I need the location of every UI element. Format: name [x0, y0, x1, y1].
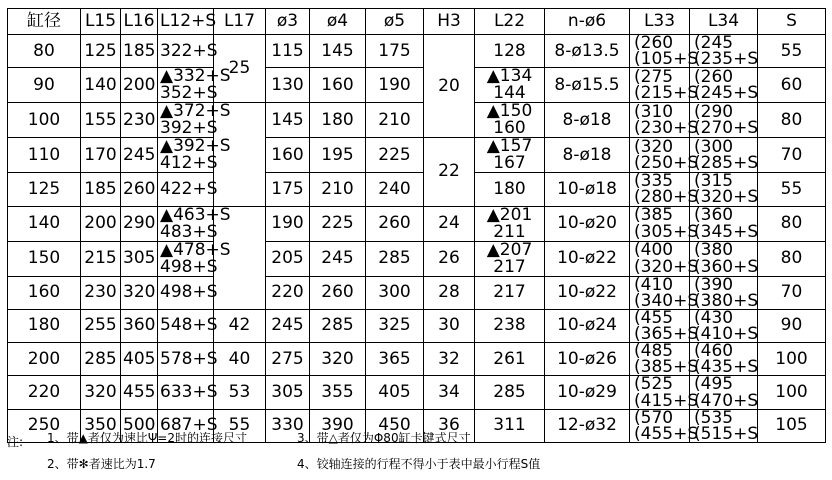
- cell-l33-top: (260: [634, 33, 674, 53]
- cell-l34-top: (245: [694, 33, 734, 53]
- header-s: S: [758, 9, 826, 35]
- cell-s: 70: [758, 276, 826, 309]
- cell-d3: 115: [266, 35, 310, 68]
- cell-d4: 355: [310, 376, 366, 409]
- cell-l34-top: (300: [694, 137, 734, 158]
- cell-l33-bottom: (305+S: [634, 221, 699, 242]
- cell-l22: 128: [475, 35, 545, 68]
- cell-h3: 32: [424, 343, 475, 376]
- cell-d4: 160: [310, 68, 366, 103]
- table-body: [8, 35, 826, 443]
- cell-l33: [630, 274, 699, 311]
- cell-l33-top: (410: [634, 274, 674, 295]
- cell-h3: 30: [424, 309, 475, 342]
- header-d3: ø3: [266, 9, 310, 35]
- cell-l15: 170: [81, 138, 121, 173]
- cell-l34: [690, 241, 758, 276]
- cell-l34-top: (260: [694, 67, 734, 88]
- cell-l16: 290: [121, 206, 158, 241]
- note-3: 3、带△者仅为Φ80缸卡键式尺寸: [297, 431, 471, 445]
- cell-l22: ▲157 167: [475, 138, 545, 173]
- cell-s: 80: [758, 206, 826, 241]
- cell-d3: 130: [266, 68, 310, 103]
- cell-l12s: 498+S: [158, 276, 214, 309]
- cell-l33-bottom: (280+S: [634, 187, 699, 208]
- cell-s: 55: [758, 35, 826, 68]
- cell-l12s: ▲372+S 392+S: [158, 103, 214, 138]
- cell-l34: [690, 173, 758, 206]
- cell-l15: 185: [81, 173, 121, 206]
- table-row: [8, 276, 826, 309]
- cell-l33-bottom: (105+S: [634, 49, 699, 70]
- cell-s: 100: [758, 343, 826, 376]
- cell-l34-bottom: (360+S: [694, 256, 759, 277]
- cell-l17: 42: [214, 309, 266, 342]
- cell-d3: 305: [266, 376, 310, 409]
- cell-d3: 205: [266, 241, 310, 276]
- cell-n6: 12-ø32: [545, 409, 630, 442]
- cell-l34-top: (430: [694, 307, 734, 328]
- cell-l22: ▲207 217: [475, 241, 545, 276]
- cell-l33: [630, 137, 699, 174]
- cell-l33-top: (320: [634, 137, 674, 158]
- table-row: [8, 173, 826, 206]
- cell-bore: 80: [8, 35, 81, 68]
- table-row: [8, 68, 826, 103]
- cell-l34-bottom: (320+S: [694, 187, 759, 208]
- cell-l33: [630, 307, 699, 344]
- cell-h3: 20: [424, 35, 475, 138]
- cell-d5: 260: [366, 206, 424, 241]
- cell-bore: 150: [8, 241, 81, 276]
- cell-bore: 220: [8, 376, 81, 409]
- cell-d4: 225: [310, 206, 366, 241]
- cell-l22: 311: [475, 409, 545, 442]
- cell-l22: ▲201 211: [475, 206, 545, 241]
- cell-l34-top: (535: [694, 407, 734, 428]
- cell-l33: [630, 374, 699, 411]
- cell-bore: 160: [8, 276, 81, 309]
- cell-d3: 330: [266, 409, 310, 442]
- cell-n6: 10-ø29: [545, 376, 630, 409]
- header-l16: L16: [121, 9, 158, 35]
- cell-l16: 360: [121, 309, 158, 342]
- cell-l33: [630, 240, 699, 277]
- cell-bore: 140: [8, 206, 81, 241]
- cell-l33-bottom: (340+S: [634, 290, 699, 311]
- cell-d5: 405: [366, 376, 424, 409]
- note-2: 2、带✻者速比为1.7: [47, 457, 156, 471]
- header-l34: L34: [690, 9, 758, 35]
- cell-l12s: 633+S: [158, 376, 214, 409]
- cell-l15: 350: [81, 409, 121, 442]
- header-l33: L33: [630, 9, 690, 35]
- table-row: [8, 343, 826, 376]
- cell-l12s: ▲332+S 352+S: [158, 68, 214, 103]
- cell-l34: [690, 206, 758, 241]
- cell-n6: 10-ø22: [545, 241, 630, 276]
- cell-l22: 180: [475, 173, 545, 206]
- cell-d3: 175: [266, 173, 310, 206]
- cell-d4: 245: [310, 241, 366, 276]
- cell-bore: 125: [8, 173, 81, 206]
- note-4: 4、铰轴连接的行程不得小于表中最小行程S值: [297, 457, 541, 471]
- cell-d5: 225: [366, 138, 424, 173]
- header-l12s: L12+S: [158, 9, 214, 35]
- cell-l33: [630, 341, 699, 378]
- cell-n6: 8-ø15.5: [545, 68, 630, 103]
- table-row: [8, 241, 826, 276]
- cell-l16: 500: [121, 409, 158, 442]
- cell-d4: 180: [310, 103, 366, 138]
- cell-l15: 200: [81, 206, 121, 241]
- cell-l34-bottom: (235+S: [694, 49, 759, 70]
- dimension-table-sheet: [7, 8, 825, 471]
- cell-d5: 365: [366, 343, 424, 376]
- cell-l16: 200: [121, 68, 158, 103]
- cell-l34-bottom: (245+S: [694, 83, 759, 104]
- cell-l22: ▲150 160: [475, 103, 545, 138]
- cell-l15: 155: [81, 103, 121, 138]
- cell-l17: 40: [214, 343, 266, 376]
- cell-l34: [690, 343, 758, 376]
- cell-l34-top: (360: [694, 205, 734, 226]
- cell-l34-top: (495: [694, 374, 734, 395]
- cell-l15: 320: [81, 376, 121, 409]
- cell-d4: 390: [310, 409, 366, 442]
- cell-l33-top: (400: [634, 240, 674, 261]
- cell-l16: 245: [121, 138, 158, 173]
- cell-n6: 8-ø18: [545, 103, 630, 138]
- cell-d5: 325: [366, 309, 424, 342]
- cell-l33-top: (275: [634, 67, 674, 88]
- table-row: [8, 376, 826, 409]
- cell-l22: 217: [475, 276, 545, 309]
- cell-l33-bottom: (250+S: [634, 153, 699, 174]
- cell-l22: ▲134 144: [475, 68, 545, 103]
- cell-l33-bottom: (415+S: [634, 390, 699, 411]
- cell-n6: 10-ø26: [545, 343, 630, 376]
- cell-l33-bottom: (385+S: [634, 357, 699, 378]
- cell-h3: 36: [424, 409, 475, 442]
- cell-l16: 230: [121, 103, 158, 138]
- table-header-row: [8, 9, 826, 35]
- header-l22: L22: [475, 9, 545, 35]
- cell-bore: 200: [8, 343, 81, 376]
- cell-l12s: ▲463+S 483+S: [158, 206, 214, 241]
- cell-bore: 100: [8, 103, 81, 138]
- cell-l34-top: (460: [694, 341, 734, 362]
- cell-h3: 28: [424, 276, 475, 309]
- cell-l12s: ▲392+S 412+S: [158, 138, 214, 173]
- cell-d5: 240: [366, 173, 424, 206]
- cell-l22: 285: [475, 376, 545, 409]
- cell-l34: [690, 376, 758, 409]
- cell-l34-top: (390: [694, 274, 734, 295]
- cell-l34: [690, 138, 758, 173]
- table-row: [8, 309, 826, 342]
- cell-h3: 22: [424, 138, 475, 206]
- cell-l33: [630, 171, 699, 208]
- cell-bore: 180: [8, 309, 81, 342]
- header-l17: L17: [214, 9, 266, 35]
- cell-l33-top: (525: [634, 374, 674, 395]
- cell-l33-top: (385: [634, 205, 674, 226]
- cell-l34-bottom: (515+S: [694, 423, 759, 444]
- cell-l15: 125: [81, 35, 121, 68]
- cell-l33: [630, 407, 699, 444]
- cell-l15: 215: [81, 241, 121, 276]
- cell-l33-top: (310: [634, 102, 674, 123]
- cell-s: 90: [758, 309, 826, 342]
- cell-l17: 25: [214, 35, 266, 103]
- cell-l16: 455: [121, 376, 158, 409]
- cell-n6: 8-ø13.5: [545, 35, 630, 68]
- cell-l15: 230: [81, 276, 121, 309]
- cell-l15: 140: [81, 68, 121, 103]
- cell-n6: 10-ø22: [545, 276, 630, 309]
- cell-l15: 255: [81, 309, 121, 342]
- cell-d5: 210: [366, 103, 424, 138]
- cell-l12s: 578+S: [158, 343, 214, 376]
- cell-h3: 24: [424, 206, 475, 241]
- cell-l34-bottom: (380+S: [694, 290, 759, 311]
- cell-d5: 175: [366, 35, 424, 68]
- cell-l17: 53: [214, 376, 266, 409]
- cell-d4: 285: [310, 309, 366, 342]
- cell-l12s: ▲478+S 498+S: [158, 241, 214, 276]
- notes-label: 注:: [7, 435, 24, 449]
- header-n6: n-ø6: [545, 9, 630, 35]
- cell-d5: 450: [366, 409, 424, 442]
- cell-n6: 8-ø18: [545, 138, 630, 173]
- cell-n6: 10-ø20: [545, 206, 630, 241]
- cell-l34-top: (290: [694, 102, 734, 123]
- cell-s: 80: [758, 103, 826, 138]
- cell-bore: 90: [8, 68, 81, 103]
- cell-l16: 185: [121, 35, 158, 68]
- cell-l12s: 548+S: [158, 309, 214, 342]
- header-bore: 缸径: [8, 9, 81, 35]
- cell-l16: 320: [121, 276, 158, 309]
- cell-n6: 10-ø24: [545, 309, 630, 342]
- cell-d3: 275: [266, 343, 310, 376]
- cell-d3: 245: [266, 309, 310, 342]
- cell-l34-bottom: (470+S: [694, 390, 759, 411]
- cell-s: 60: [758, 68, 826, 103]
- cell-l33: [630, 33, 699, 70]
- cell-l12s: 687+S: [158, 409, 214, 442]
- cell-s: 70: [758, 138, 826, 173]
- header-d4: ø4: [310, 9, 366, 35]
- cell-d3: 160: [266, 138, 310, 173]
- table-row: [8, 138, 826, 173]
- table-row: [8, 206, 826, 241]
- cell-l15: 285: [81, 343, 121, 376]
- cell-d5: 190: [366, 68, 424, 103]
- cell-s: 55: [758, 173, 826, 206]
- cell-l34: [690, 103, 758, 138]
- cell-s: 105: [758, 409, 826, 442]
- cell-l34: [690, 35, 758, 68]
- note-1: 1、带▲者仅为速比Ψ=2时的连接尺寸: [47, 431, 247, 445]
- cell-l33: [630, 102, 699, 139]
- header-h3: H3: [424, 9, 475, 35]
- cell-l34: [690, 68, 758, 103]
- cell-l12s: 422+S: [158, 173, 214, 206]
- cell-l34: [690, 309, 758, 342]
- cell-d5: 300: [366, 276, 424, 309]
- cell-l33: [630, 67, 699, 104]
- cell-l22: 238: [475, 309, 545, 342]
- table-row: [8, 103, 826, 138]
- cell-l34-bottom: (435+S: [694, 357, 759, 378]
- cell-l12s: 322+S: [158, 35, 214, 68]
- cell-l17: 55: [214, 409, 266, 442]
- cell-d4: 260: [310, 276, 366, 309]
- cell-s: 100: [758, 376, 826, 409]
- cell-l34-bottom: (410+S: [694, 323, 759, 344]
- cell-d3: 220: [266, 276, 310, 309]
- cell-h3: 34: [424, 376, 475, 409]
- cell-h3: 26: [424, 241, 475, 276]
- cell-l33-bottom: (215+S: [634, 83, 699, 104]
- header-d5: ø5: [366, 9, 424, 35]
- cell-bore: 250: [8, 409, 81, 442]
- cell-n6: 10-ø18: [545, 173, 630, 206]
- cell-l16: 405: [121, 343, 158, 376]
- cell-d4: 195: [310, 138, 366, 173]
- cell-d4: 145: [310, 35, 366, 68]
- cell-l22: 261: [475, 343, 545, 376]
- header-l15: L15: [81, 9, 121, 35]
- cell-l33-bottom: (230+S: [634, 118, 699, 139]
- table-row: [8, 35, 826, 68]
- cell-s: 80: [758, 241, 826, 276]
- cell-l33-bottom: (455+S: [634, 423, 699, 444]
- cell-l33-top: (455: [634, 307, 674, 328]
- cell-l34: [690, 409, 758, 442]
- cell-l33-top: (485: [634, 341, 674, 362]
- cell-l16: 260: [121, 173, 158, 206]
- cylinder-dimension-table: [7, 8, 826, 443]
- cell-l34-top: (380: [694, 240, 734, 261]
- cell-d4: 210: [310, 173, 366, 206]
- cell-l34: [690, 276, 758, 309]
- cell-l33: [630, 205, 699, 242]
- cell-l33-bottom: (320+S: [634, 256, 699, 277]
- cell-d4: 320: [310, 343, 366, 376]
- cell-l33-bottom: (365+S: [634, 323, 699, 344]
- cell-l34-top: (315: [694, 171, 734, 192]
- cell-d5: 285: [366, 241, 424, 276]
- cell-bore: 110: [8, 138, 81, 173]
- cell-d3: 145: [266, 103, 310, 138]
- cell-l34-bottom: (285+S: [694, 153, 759, 174]
- cell-l33-top: (335: [634, 171, 674, 192]
- cell-d3: 190: [266, 206, 310, 241]
- cell-l33-top: (570: [634, 407, 674, 428]
- cell-l16: 305: [121, 241, 158, 276]
- cell-l34-bottom: (345+S: [694, 221, 759, 242]
- cell-l34-bottom: (270+S: [694, 118, 759, 139]
